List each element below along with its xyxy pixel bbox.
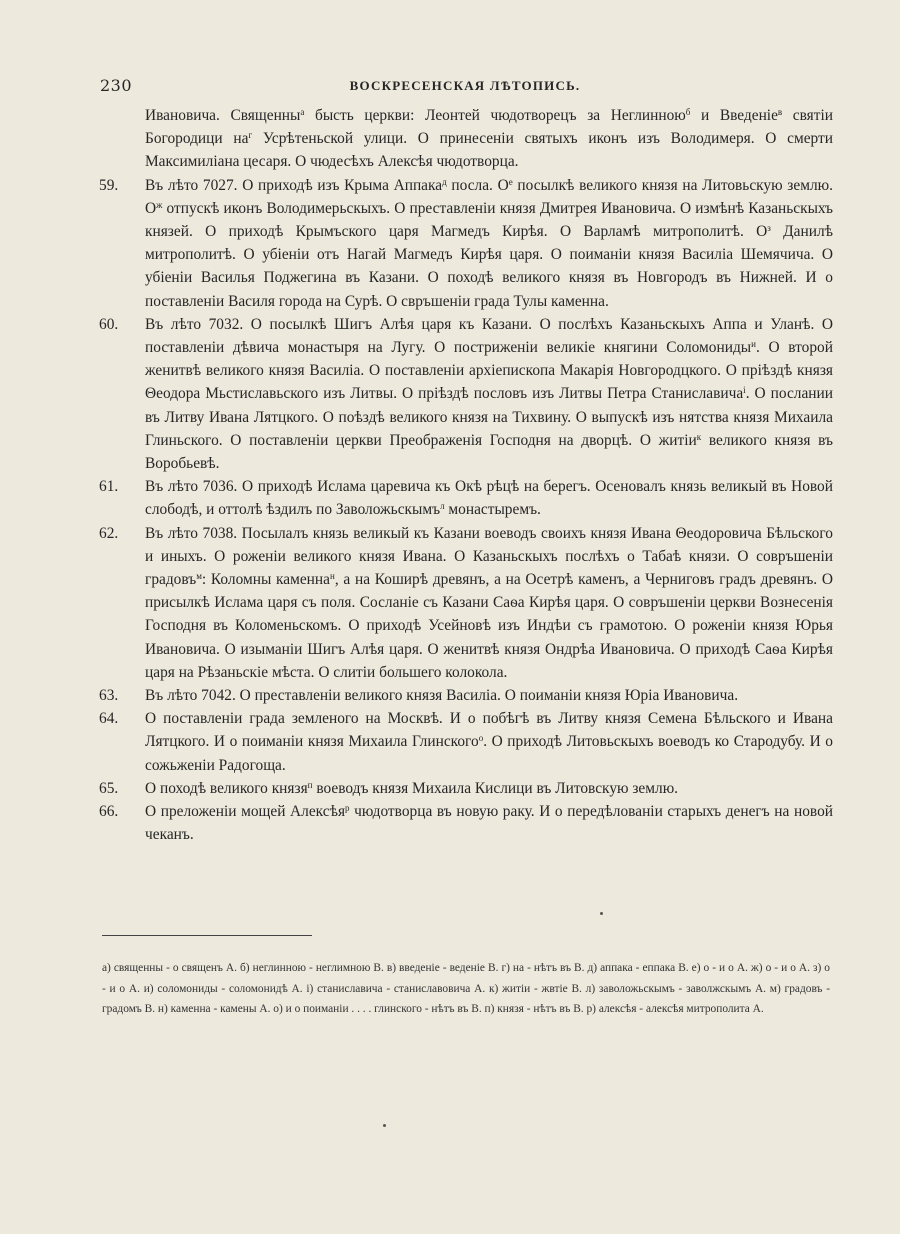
entry-number: 62. xyxy=(99,524,119,542)
page-number: 230 xyxy=(100,76,133,95)
entry xyxy=(145,104,833,174)
entry-text: О поставленіи града земленого на Москвѣ. И о побѣгѣ въ Литву князя Семена Бѣльского и Ивана Лятцкого. И о поиманіи князя Михаила Глинского$^о$. О приходѣ Литовьскыхъ воеводъ ко Стародубу. И о сожьженіи Радогоща. xyxy=(145,710,833,774)
entry-number: 63. xyxy=(99,687,119,705)
entry-text: Въ лѣто 7036. О приходѣ Ислама царевича къ Окѣ рѣцѣ на берегъ. Осеновалъ князь великый въ Новой слободѣ, и оттолѣ ѣздилъ по Заволожьскымъ$^л$ монастыремъ. xyxy=(145,478,833,519)
footnotes xyxy=(102,958,830,1020)
entry-text: Въ лѣто 7032. О посылкѣ Шигъ Алѣя царя къ Казани. О послѣхъ Казаньскыхъ Аппа и Уланѣ. О поставленіи дѣвича монастыря на Лугу. О постриженіи великіе княгини Соломониды$^и$. О второй женитвѣ великого князя Василiа. О поставленіи архіепископа Макарія Новгородцкого. О пріѣздѣ князя Θеодора Мьстиславьского изъ Литвы. О пріѣздѣ пословъ изъ Литвы Петра Станиславича$^і$. О послании въ Литву Ивана Лятцкого. О поѣздѣ великого князя на Тихвину. О выпускѣ изъ нятства князя Михаила Глиньского. О поставленіи церкви Преображенія Господня на дворцѣ. О житіи$^к$ великого князя въ Воробьевѣ. xyxy=(145,315,834,473)
entry xyxy=(99,522,833,684)
entry-number: 66. xyxy=(99,803,119,821)
print-speck xyxy=(383,1124,386,1127)
entry xyxy=(99,684,833,707)
entry xyxy=(99,707,833,777)
entry-text: Въ лѣто 7038. Посылалъ князь великый къ Казани воеводъ своихъ князя Ивана Θеодоровича Бѣльского и иныхъ. О роженіи великого князя Ивана. О Казаньскыхъ послѣхъ о Табаѣ князи. О совръшеніи градовъ$^м$: Коломны каменна$^н$, а на Коширѣ древянъ, а на Осетрѣ каменъ, а Черниговъ градъ древянъ. О присылкѣ Ислама царя съ поля. Сосланіе съ Казани Саѳа Кирѣя царя. О совръшеніи церкви Вознесенія Господня въ Коломеньскомъ. О приходѣ Усейновѣ изъ Индѣи съ грамотою. О роженіи князя Юрья Ивановича. О изыманіи Шигъ Алѣя царя. О женитвѣ князя Ондрѣа Ивановича. О приходѣ Саѳа Кирѣя царя на Рѣзаньскіе мѣста. О слитіи большего колокола. xyxy=(145,524,833,681)
main-text xyxy=(99,104,834,847)
entry-text: Ивановича. Священны$^а$ бысть церкви: Леонтей чюдотворецъ за Неглинною$^б$ и Введеніе$^в$ святіи Богородици $на^г$ Усрѣтеньской улици. О принесеніи святыхъ иконъ изъ Володимеря. О смерти Максимиліана цесаря. О чюдесѣхъ Алексѣя чюдотворца. xyxy=(145,107,833,171)
footnote-separator xyxy=(102,935,312,936)
entry-text: О походѣ великого князя$^п$ воеводъ князя Михаила Кислици въ Литовскую землю. xyxy=(145,779,679,797)
entry xyxy=(99,174,834,313)
entry-number: 61. xyxy=(99,478,119,496)
print-speck xyxy=(600,912,603,915)
entry-text: О преложеніи мощей Алексѣя$^р$ чюдотворца въ новую раку. И о передѣлованіи старыхъ денегъ на новой чеканъ. xyxy=(145,803,834,844)
page-header xyxy=(100,76,830,98)
entry-text: Въ лѣто 7042. О преставленіи великого князя Василiа. О поиманіи князя Юріа Ивановича. xyxy=(145,687,739,705)
running-title: ВОСКРЕСЕНСКАЯ ЛѢТОПИСЬ. xyxy=(349,78,581,93)
entry-number: 60. xyxy=(99,315,119,333)
entry xyxy=(99,475,833,521)
entry xyxy=(99,800,834,846)
entry xyxy=(99,313,834,475)
footnote-text: а) священны - о священъ А. б) неглинною - неглимною В. в) введеніе - веденіе В. г) на - нѣтъ въ В. д) аппака - еппака В. е) о - и о А. ж) о - и о А. з) о - и о А. и) соломониды - соломонидѣ А. і) станиславича - станиславовича А. к) житіи - жвтіе В. л) заволожьскымъ - заволжскымъ А. м) градовъ - градомъ В. н) каменна - камены А. о) и о поиманіи . . . . глинского - нѣтъ въ В. п) князя - нѣтъ въ В. р) алексѣя - алексѣя митрополита А. xyxy=(102,962,830,1015)
entry-number: 65. xyxy=(99,779,119,797)
entry-text: Въ лѣто 7027. О приходѣ изъ Крыма Аппака$^д$ посла. $О^е$ посылкѣ великого князя на Литовьскую землю. $О^ж$ отпускѣ иконъ Володимерьскыхъ. О преставленіи князя Дмитрея Ивановича. О измѣнѣ Казаньскыхъ князей. О приходѣ Крымъского царя Магмедъ Кирѣя. О Варламѣ митрополитѣ. $О^з$ Данилѣ митрополитѣ. О убіеніи отъ Нагай Магмедъ Кирѣя царя. О поиманіи князя Василiа Шемячича. О убіеніи Василья Поджегина въ Казани. О походѣ великого князя въ Новгородъ въ Нижней. И о поставленіи Василя города на Сурѣ. О свръшеніи града Тулы каменна. xyxy=(145,176,834,310)
entry xyxy=(99,777,833,800)
entry-number: 64. xyxy=(99,710,119,728)
entry-number: 59. xyxy=(99,176,119,194)
